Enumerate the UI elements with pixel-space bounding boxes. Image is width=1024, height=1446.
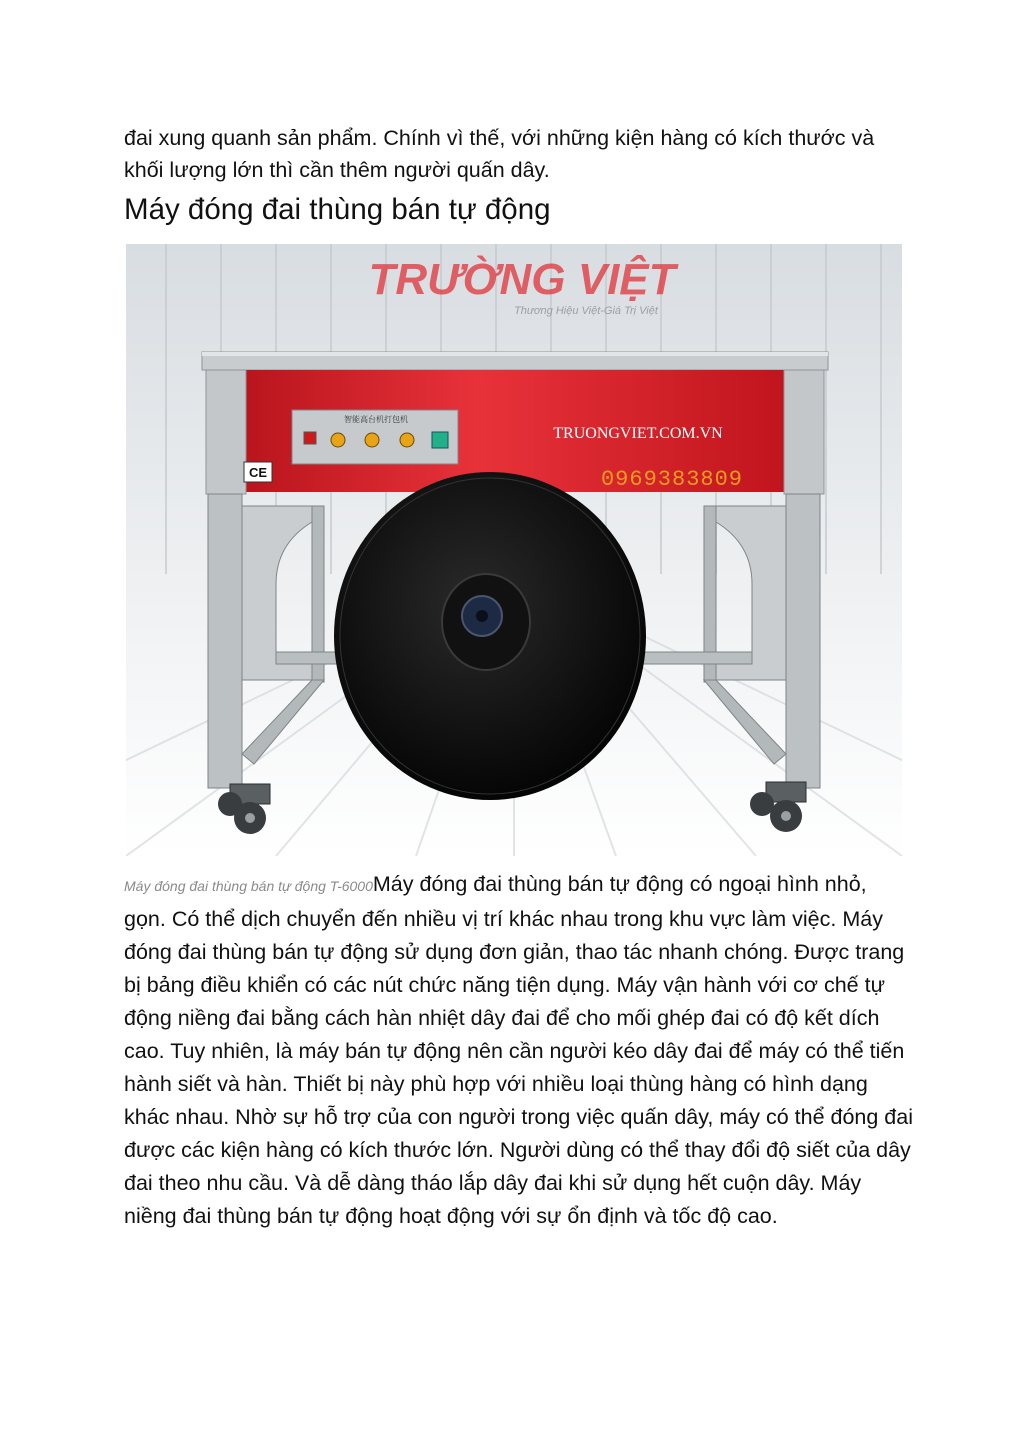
- product-photo: [126, 244, 902, 856]
- section-heading: Máy đóng đai thùng bán tự động: [124, 193, 551, 226]
- brand-slogan-text: Thương Hiệu Việt-Giá Trị Việt: [514, 305, 658, 317]
- description-paragraph: [124, 868, 914, 1233]
- panel-label: 智能高台机打包机: [344, 415, 408, 424]
- ce-mark: CE: [248, 465, 268, 480]
- description-text: Máy đóng đai thùng bán tự động có ngoại hình nhỏ, gọn. Có thể dịch chuyển đến nhiều vị trí khác nhau trong khu vực làm việc. Máy đóng đai thùng bán tự động sử dụng đơn giản, thao tác nhanh chóng. Được trang bị bảng điều khiển có các nút chức năng tiện dụng. Máy vận hành với cơ chế tự động niềng đai bằng cách hàn nhiệt dây đai để cho mối ghép đai có độ kết dích cao. Tuy nhiên, là máy bán tự động nên cần người kéo dây đai để máy có thể tiến hành siết và hàn. Thiết bị này phù hợp với nhiều loại thùng hàng có hình dạng khác nhau. Nhờ sự hỗ trợ của con người trong việc quấn dây, máy có thể đóng đai được các kiện hàng có kích thước lớn. Người dùng có thể thay đổi độ siết của dây đai theo nhu cầu. Và dễ dàng tháo lắp dây đai khi sử dụng hết cuộn dây. Máy niềng đai thùng bán tự động hoạt động với sự ổn định và tốc độ cao.: [124, 872, 913, 1228]
- intro-paragraph: đai xung quanh sản phẩm. Chính vì thế, với những kiện hàng có kích thước và khối lượng lớn thì cần thêm người quấn dây.: [124, 126, 875, 182]
- phone-text: 0969383809: [600, 467, 744, 492]
- website-text: TRUONGVIET.COM.VN: [553, 425, 723, 442]
- image-caption: Máy đóng đai thùng bán tự động T-6000: [124, 878, 373, 894]
- brand-logo-text: TRƯỜNG VIỆT: [368, 255, 676, 304]
